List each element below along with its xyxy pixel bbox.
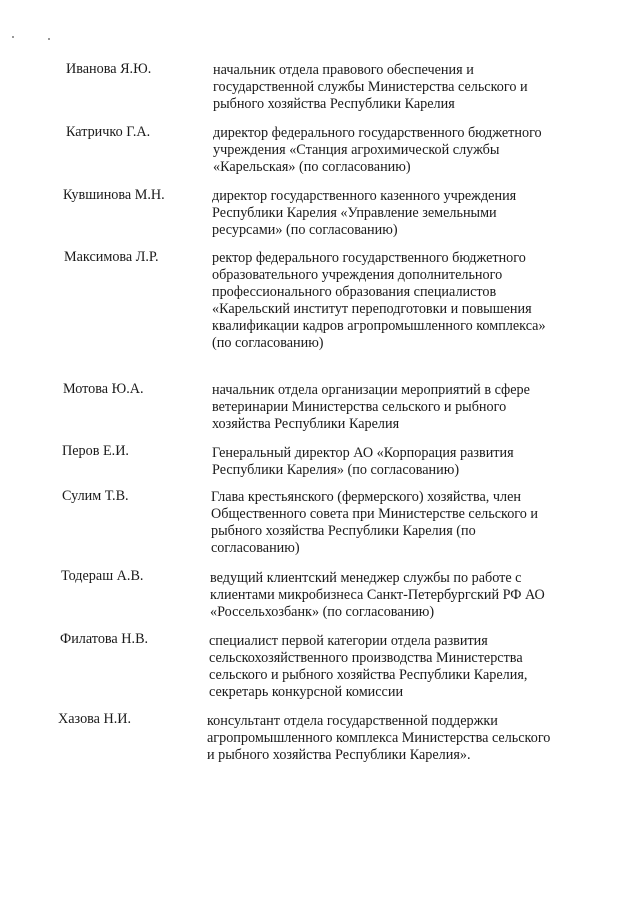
- position-line: «Карельский институт переподготовки и повышения: [212, 301, 532, 317]
- position-line: консультант отдела государственной поддержки: [207, 713, 498, 729]
- member-name: Филатова Н.В.: [60, 631, 149, 647]
- position-line: ректор федерального государственного бюджетного: [212, 250, 526, 266]
- member-position: [209, 633, 589, 701]
- position-line: директор федерального государственного бюджетного: [213, 125, 542, 141]
- position-line: и рыбного хозяйства Республики Карелия».: [207, 747, 471, 763]
- member-name: Иванова Я.Ю.: [66, 61, 152, 77]
- position-line: учреждения «Станция агрохимической службы: [213, 142, 500, 158]
- position-line: (по согласованию): [212, 335, 324, 351]
- position-line: квалификации кадров агропромышленного комплекса»: [212, 318, 546, 334]
- position-line: начальник отдела правового обеспечения и: [213, 62, 474, 78]
- member-position: [212, 382, 592, 433]
- member-name: Максимова Л.Р.: [64, 249, 159, 265]
- position-line: «Карельская» (по согласованию): [213, 159, 411, 175]
- position-line: Общественного совета при Министерстве сельского и: [211, 506, 538, 522]
- position-line: ведущий клиентский менеджер службы по работе с: [210, 570, 522, 586]
- member-name: Сулим Т.В.: [62, 488, 129, 504]
- position-line: директор государственного казенного учреждения: [212, 188, 517, 204]
- member-position: [213, 125, 593, 176]
- position-line: профессионального образования специалистов: [212, 284, 497, 300]
- position-line: ресурсами» (по согласованию): [212, 222, 398, 238]
- member-position: [212, 188, 592, 239]
- position-line: рыбного хозяйства Республики Карелия: [213, 96, 455, 112]
- position-line: сельского и рыбного хозяйства Республики Карелия,: [209, 667, 528, 683]
- position-line: государственной службы Министерства сельского и: [213, 79, 528, 95]
- scan-speck: [12, 36, 14, 38]
- member-position: [213, 62, 593, 113]
- position-line: хозяйства Республики Карелия: [212, 416, 400, 432]
- position-line: согласованию): [211, 540, 300, 556]
- member-name: Катричко Г.А.: [66, 124, 151, 140]
- member-name: Хазова Н.И.: [58, 711, 132, 727]
- position-line: агропромышленного комплекса Министерства сельского: [207, 730, 551, 746]
- position-line: секретарь конкурсной комиссии: [209, 684, 404, 700]
- position-line: Глава крестьянского (фермерского) хозяйства, член: [211, 489, 521, 505]
- member-name: Перов Е.И.: [62, 443, 129, 459]
- position-line: Генеральный директор АО «Корпорация развития: [212, 445, 514, 461]
- position-line: начальник отдела организации мероприятий в сфере: [212, 382, 530, 398]
- member-position: [212, 250, 592, 352]
- member-name: Тодераш А.В.: [61, 568, 144, 584]
- position-line: рыбного хозяйства Республики Карелия (по: [211, 523, 476, 539]
- scan-speck: [48, 38, 50, 40]
- position-line: Республики Карелия» (по согласованию): [212, 462, 460, 478]
- member-name: Кувшинова М.Н.: [63, 187, 165, 203]
- position-line: сельскохозяйственного производства Министерства: [209, 650, 523, 666]
- position-line: образовательного учреждения дополнительного: [212, 267, 503, 283]
- position-line: Республики Карелия «Управление земельными: [212, 205, 497, 221]
- member-position: [210, 570, 590, 621]
- member-name: Мотова Ю.А.: [63, 381, 144, 397]
- position-line: клиентами микробизнеса Санкт-Петербургский РФ АО: [210, 587, 545, 603]
- member-position: [207, 713, 587, 764]
- position-line: ветеринарии Министерства сельского и рыбного: [212, 399, 507, 415]
- position-line: специалист первой категории отдела развития: [209, 633, 488, 649]
- member-position: [212, 445, 592, 479]
- position-line: «Россельхозбанк» (по согласованию): [210, 604, 435, 620]
- member-position: [211, 489, 591, 557]
